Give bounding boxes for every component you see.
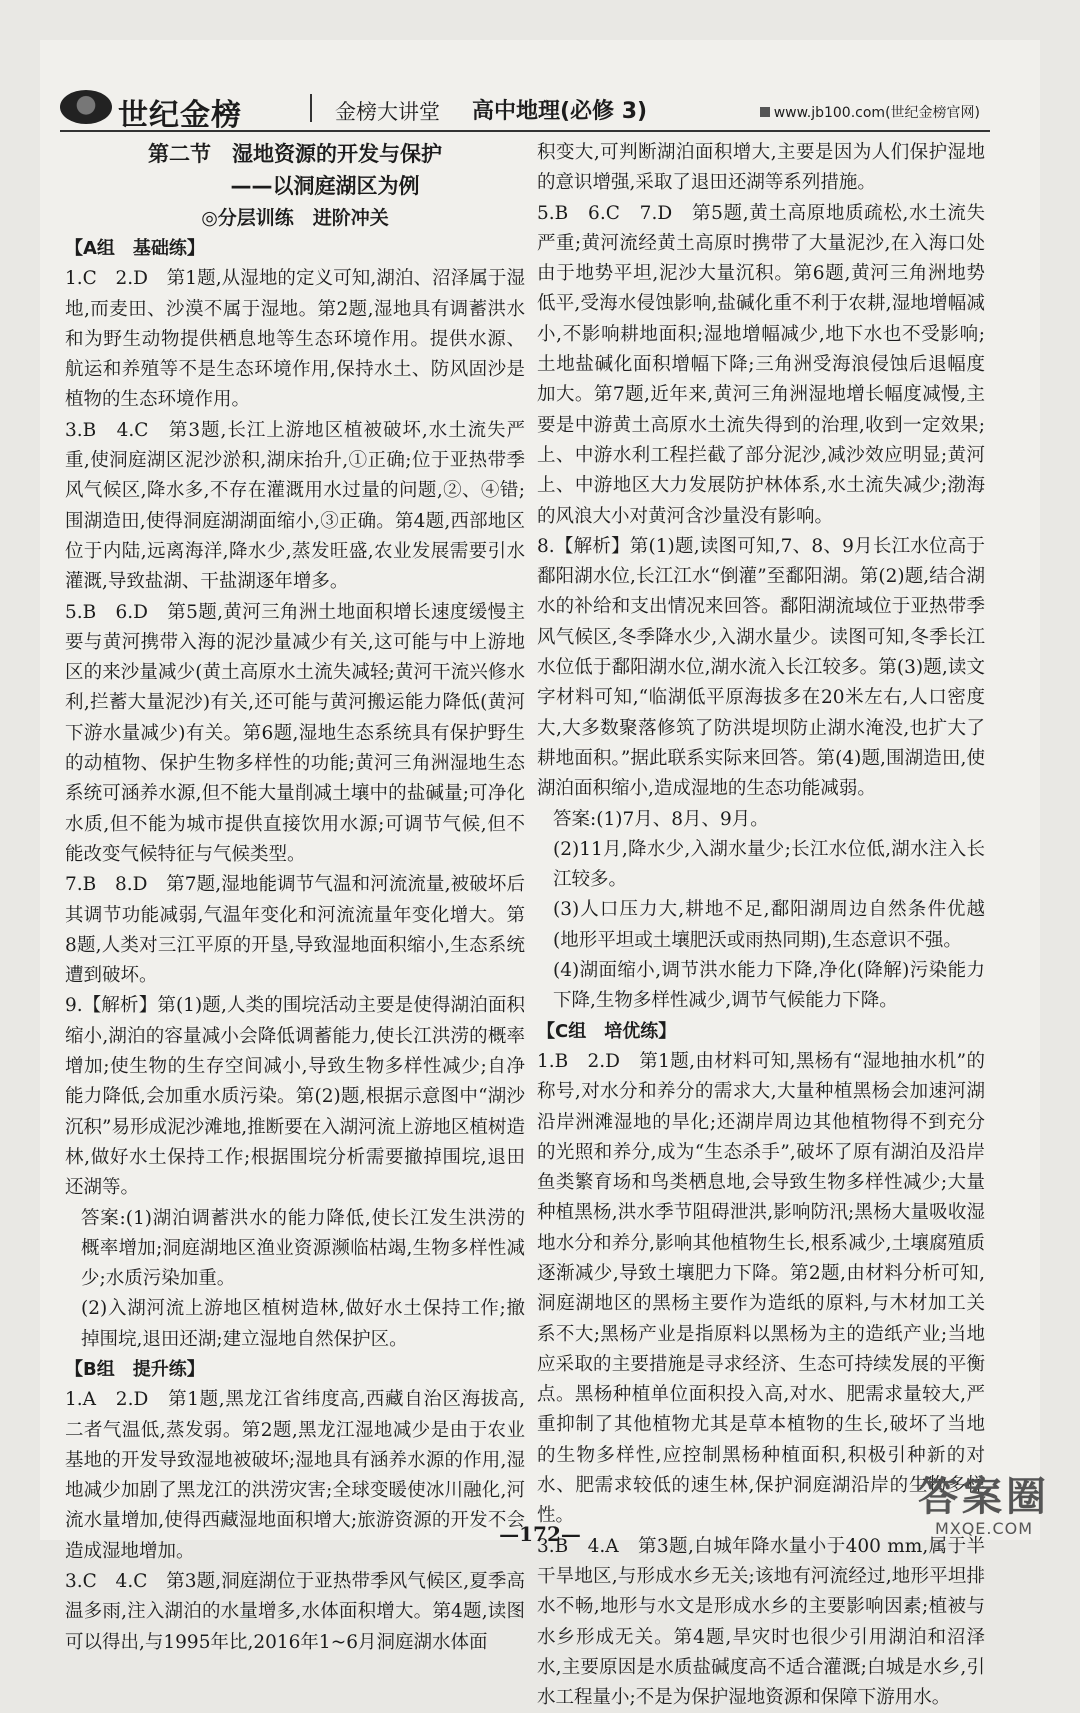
answer-b-8-analysis: 8.【解析】第(1)题,读图可知,7、8、9月长江水位高于鄱阳湖水位,长江江水“倒灌”至鄱阳湖。第(2)题,结合湖水的补给和支出情况来回答。鄱阳湖流域位于亚热带季风气候区,冬季降水少,入湖水量少。读图可知,冬季长江水位低于鄱阳湖水位,湖水流入长江较多。第(3)题,读文字材料可知,“临湖低平原海拔多在20米左右,人口密度大,大多数聚落修筑了防洪堤坝防止湖水淹没,也扩大了耕地面积。”据此联系实际来回答。第(4)题,围湖造田,使湖泊面积缩小,造成湿地的生态功能减弱。 (537, 535, 985, 800)
section-label: ◎分层训练 进阶冲关 (201, 207, 389, 229)
page-number: —172— (499, 1522, 581, 1546)
section-title: 第二节 湿地资源的开发与保护 (148, 142, 442, 166)
answer-c-1-2: 1.B 2.D 第1题,由材料可知,黑杨有“湿地抽水机”的称号,对水分和养分的需求大,大量种植黑杨会加速河湖沿岸洲滩湿地的旱化;还湖岸周边其他植物得不到充分的光照和养分,成为“生态杀手”,破坏了原有湖泊及沿岸鱼类繁育场和鸟类栖息地,会导致生物多样性减少;大量种植黑杨,洪水季节阻碍泄洪,影响防汛;黑杨大量吸收湿地水分和养分,影响其他植物生长,根系减少,土壤腐殖质逐渐减少,导致土壤肥力下降。第2题,由材料分析可知,洞庭湖地区的黑杨主要作为造纸的原料,与木材加工关系不大;黑杨产业是指原料以黑杨为主的造纸产业;当地应采取的主要措施是寻求经济、生态可持续发展的平衡点。黑杨种植单位面积投入高,对水、肥需求量较大,严重抑制了其他植物尤其是草本植物的生长,破坏了当地的生物多样性,应控制黑杨种植面积,积极引种新的对水、肥需求较低的速生林,保护洞庭湖沿岸的生物多样性。 (537, 1050, 985, 1527)
answer-b-5-7: 5.B 6.C 7.D 第5题,黄土高原地质疏松,水土流失严重;黄河流经黄土高原时携带了大量泥沙,在入海口处由于地势平坦,泥沙大量沉积。第6题,黄河三角洲地势低平,受海水侵蚀影响,盐碱化重不利于农耕,湿地增幅减小,不影响耕地面积;湿地增幅减少,地下水也不受影响;土地盐碱化面积增幅下降;三角洲受海浪侵蚀后退幅度加大。第7题,近年来,黄河三角洲湿地增长幅度减慢,主要是中游黄土高原水土流失得到的治理,收到一定效果;上、中游水利工程拦截了部分泥沙,减沙效应明显;黄河上、中游地区大力发展防护林体系,水土流失减少;渤海的风浪大小对黄河含沙量没有影响。 (537, 202, 985, 527)
page-header (60, 88, 990, 132)
group-a-heading: 【A组 基础练】 (65, 238, 205, 259)
answer-a-9-part1: 答案:(1)湖泊调蓄洪水的能力降低,使长江发生洪涝的概率增加;洞庭湖地区渔业资源濒临枯竭,生物多样性减少;水质污染加重。 (81, 1207, 525, 1290)
brand-logo-icon (60, 90, 112, 124)
header-divider (310, 94, 312, 122)
answer-a-9-analysis: 9.【解析】第(1)题,人类的围垸活动主要是使得湖泊面积缩小,湖泊的容量减小会降低调蓄能力,使长江洪涝的概率增加;使生物的生存空间减小,导致生物多样性减少;自净能力降低,会加重水质污染。第(2)题,根据示意图中“湖沙沉积”易形成泥沙滩地,推断要在入湖河流上游地区植树造林,做好水土保持工作;根据围垸分析需要撤掉围垸,退田还湖等。 (65, 995, 525, 1199)
answer-a-5-6: 5.B 6.D 第5题,黄河三角洲土地面积增长速度缓慢主要与黄河携带入海的泥沙量减少有关,这可能与中上游地区的来沙量减少(黄土高原水土流失减轻;黄河干流兴修水利,拦蓄大量泥沙)有关,还可能与黄河搬运能力降低(黄河下游水量减少)有关。第6题,湿地生态系统具有保护野生的动植物、保护生物多样性的功能;黄河三角洲湿地生态系统可涵养水源,但不能大量削减土壤中的盐碱量;可净化水质,但不能为城市提供直接饮用水源;可调节气候,但不能改变气候特征与气候类型。 (65, 601, 525, 865)
square-icon (760, 107, 770, 117)
answer-b-8-part2: (2)11月,降水少,入湖水量少;长江水位低,湖水注入长江较多。 (553, 838, 985, 891)
answer-a-7-8: 7.B 8.D 第7题,湿地能调节气温和河流流量,被破坏后其调节功能减弱,气温年变化和河流流量年变化增大。第8题,人类对三江平原的开垦,导致湿地面积缩小,生态系统遭到破坏。 (65, 874, 525, 987)
corner-watermark (918, 1475, 1050, 1538)
left-column (65, 138, 525, 1658)
answer-b-1-2: 1.A 2.D 第1题,黑龙江省纬度高,西藏自治区海拔高,二者气温低,蒸发弱。第2题,黑龙江湿地减少是由于农业基地的开发导致湿地被破坏;湿地具有涵养水源的作用,湿地减少加剧了黑龙江的洪涝灾害;全球变暖使冰川融化,河流水量增加,使得西藏湿地面积增大;旅游资源的开发不会造成湿地增加。 (65, 1389, 525, 1562)
watermark-site: MXQE.COM (934, 1519, 1034, 1538)
website-url: www.jb100.com(世纪金榜官网) (773, 105, 980, 121)
website (760, 102, 980, 122)
answer-b-8-part3: (3)人口压力大,耕地不足,鄱阳湖周边自然条件优越(地形平坦或土壤肥沃或雨热同期),生态意识不强。 (553, 899, 985, 951)
group-b-heading: 【B组 提升练】 (65, 1358, 205, 1380)
answer-b-8-part1: 答案:(1)7月、8月、9月。 (553, 808, 769, 830)
answer-a-1-2: 1.C 2.D 第1题,从湿地的定义可知,湖泊、沼泽属于湿地,而麦田、沙漠不属于湿地。第2题,湿地具有调蓄洪水和为野生动物提供栖息地等生态环境作用。提供水源、航运和养殖等不是生态环境作用,保持水土、防风固沙是植物的生态环境作用。 (65, 268, 525, 411)
answer-c-3-4: 3.B 4.A 第3题,白城年降水量小于400 mm,属于半干旱地区,与形成水乡无关;该地有河流经过,地形平坦排水不畅,地形与水文是形成水乡的主要影响因素;植被与水乡形成无关。第4题,旱灾时也很少引用湖泊和沼泽水,主要原因是水质盐碱度高不适合灌溉;白城是水乡,引水工程量小;不是为保护湿地资源和保障下游用水。 (537, 1535, 985, 1709)
group-c-heading: 【C组 培优练】 (537, 1020, 677, 1042)
answer-a-9-part2: (2)入湖河流上游地区植树造林,做好水土保持工作;撤掉围垸,退田还湖;建立湿地自然保护区。 (81, 1298, 525, 1350)
subject-name: 高中地理(必修 3) (472, 99, 648, 124)
answer-b-8-part4: (4)湖面缩小,调节洪水能力下降,净化(降解)污染能力下降,生物多样性减少,调节气候能力下降。 (553, 960, 985, 1012)
section-subtitle: ——以洞庭湖区为例 (230, 174, 420, 198)
watermark-logo-text: 答案圈 (918, 1474, 1050, 1520)
answer-a-3-4: 3.B 4.C 第3题,长江上游地区植被破坏,水土流失严重,使洞庭湖区泥沙淤积,湖床抬升,①正确;位于亚热带季风气候区,降水多,不存在灌溉用水过量的问题,②、④错;围湖造田,使得洞庭湖湖面缩小,③正确。第4题,西部地区位于内陆,远离海洋,降水少,蒸发旺盛,农业发展需要引水灌溉,导致盐湖、干盐湖逐年增多。 (65, 419, 525, 593)
answer-b-continued: 积变大,可判断湖泊面积增大,主要是因为人们保护湿地的意识增强,采取了退田还湖等系列措施。 (537, 142, 985, 194)
series-name: 金榜大讲堂 (335, 100, 440, 124)
answer-b-3-4: 3.C 4.C 第3题,洞庭湖位于亚热带季风气候区,夏季高温多雨,注入湖泊的水量增多,水体面积增大。第4题,读图可以得出,与1995年比,2016年1~6月洞庭湖水体面 (65, 1571, 525, 1653)
brand-name: 世纪金榜 (118, 98, 242, 133)
